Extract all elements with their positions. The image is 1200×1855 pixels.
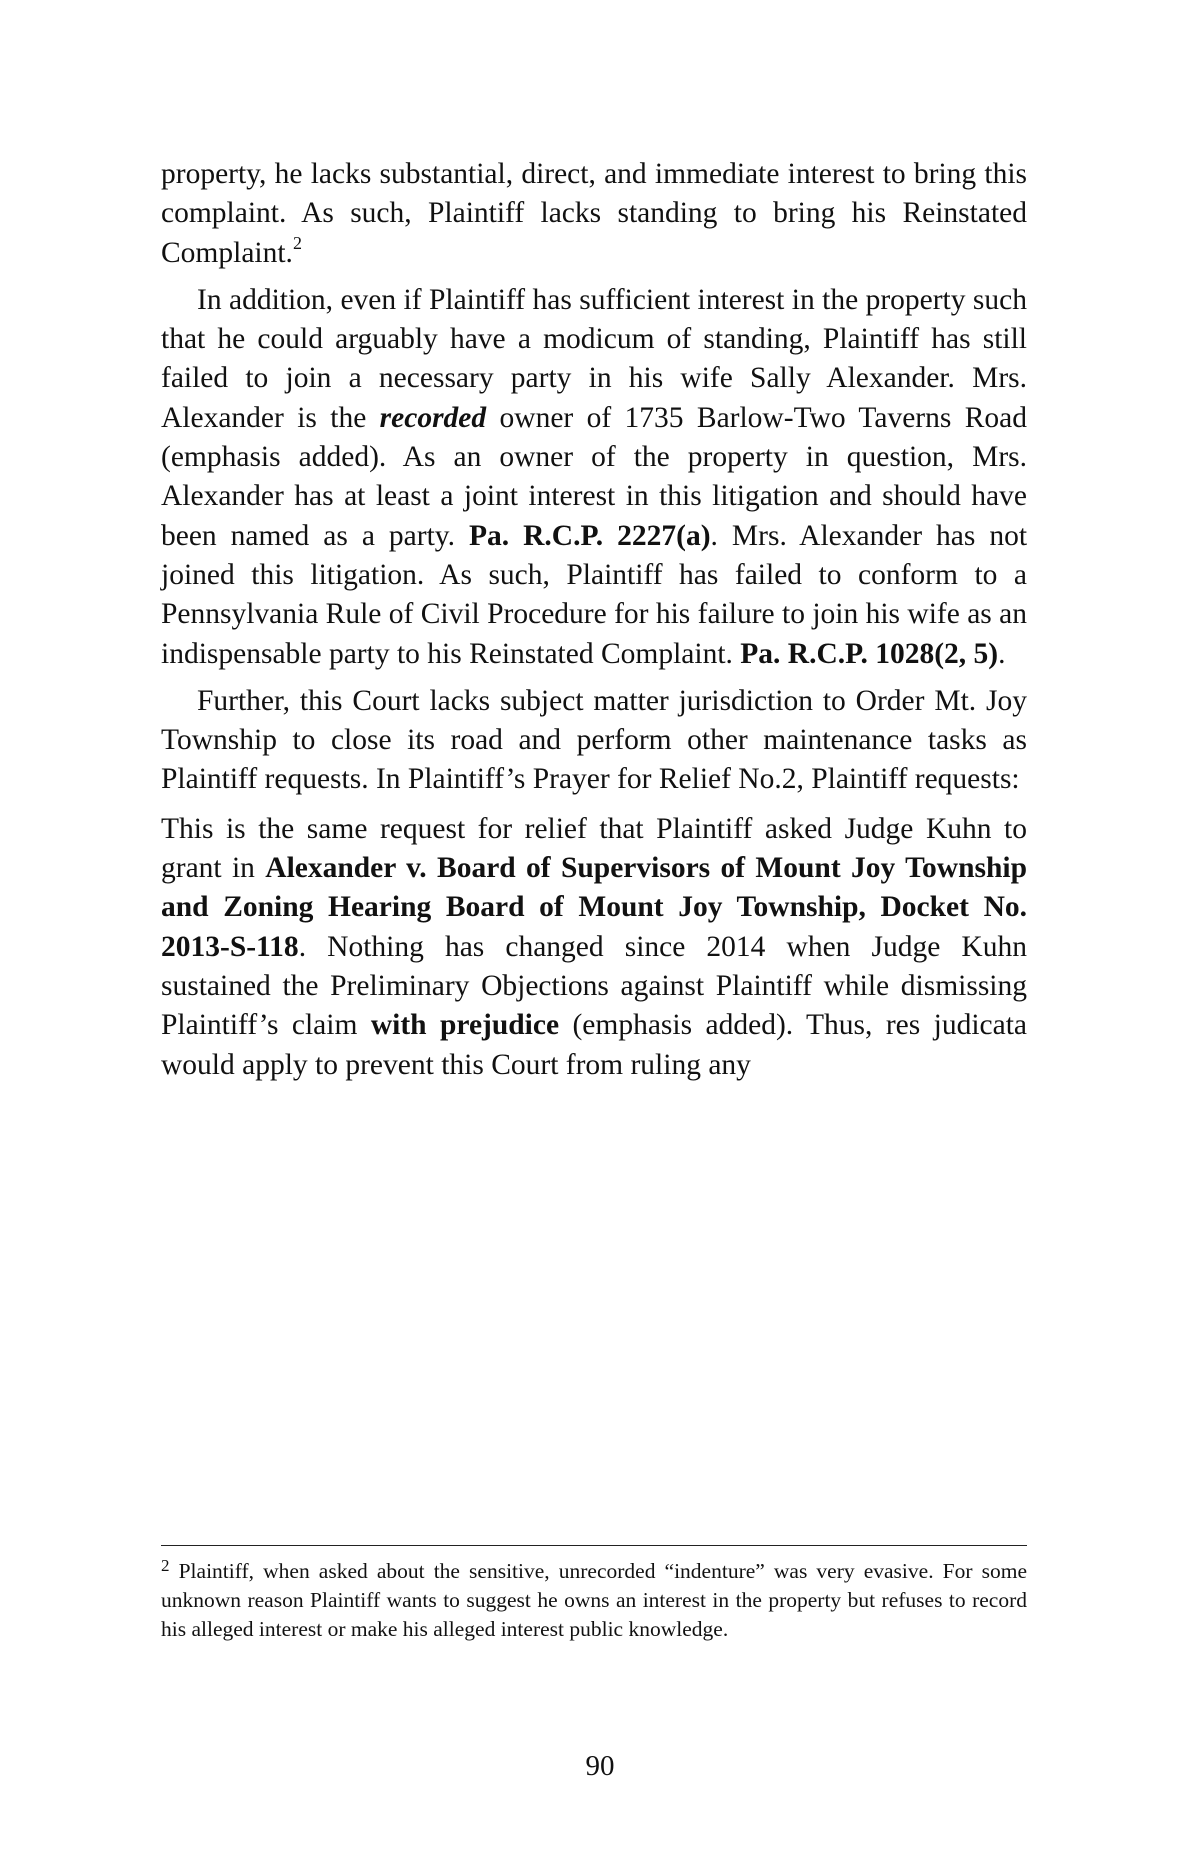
emphasis-recorded: recorded — [379, 401, 487, 434]
paragraph-standing — [161, 155, 1027, 273]
text-segment: In addition, even if Plaintiff has sufficient interest in the property such that he could arguably have a modicum of standing, Plaintiff has still failed to join a necessary party in his wife Sally Alexander. Mrs. Alexander is the — [161, 283, 1027, 434]
footnote-number: 2 — [161, 1556, 170, 1575]
footnote-text: Plaintiff, when asked about the sensitive, unrecorded “indenture” was very evasive. For some unknown reason Plaintiff wants to suggest he owns an interest in the property but refuses to record his alleged interest or make his alleged interest public knowledge. — [161, 1559, 1028, 1641]
text-segment: This is the same request for relief that Plaintiff asked Judge Kuhn to grant in — [161, 812, 1027, 885]
citation-rule-2227: Pa. R.C.P. 2227(a) — [468, 519, 711, 552]
text-segment: . Nothing has changed since 2014 when Judge Kuhn sustained the Preliminary Objections against Plaintiff while dismissing Plaintiff’s claim — [161, 930, 1027, 1042]
paragraph-standing-text: property, he lacks substantial, direct, and immediate interest to bring this complaint. As such, Plaintiff lacks standing to bring his Reinstated Complaint. — [161, 158, 1027, 269]
case-citation: Alexander v. Board of Supervisors of Mount Joy Township and Zoning Hearing Board of Mount Joy Township, Docket No. 2013-S-118 — [161, 852, 1027, 963]
footnote-divider — [161, 1545, 1027, 1546]
page-number: 90 — [585, 1750, 615, 1782]
footnote-reference: 2 — [292, 232, 302, 253]
main-text — [161, 155, 1027, 1093]
paragraph-necessary-party — [161, 281, 1027, 674]
footnote — [161, 1557, 1027, 1644]
text-segment: . Mrs. Alexander has not joined this litigation. As such, Plaintiff has failed to conform to a Pennsylvania Rule of Civil Procedure for his failure to join his wife as an indispensable party to his Reinstated Complaint. — [161, 519, 1028, 670]
citation-rule-1028: Pa. R.C.P. 1028(2, 5) — [740, 637, 999, 670]
paragraph-jurisdiction: Further, this Court lacks subject matter jurisdiction to Order Mt. Joy Township to close its road and perform other maintenance tasks as Plaintiff requests. In Plaintiff’s Prayer for Relief No.2, Plaintiff requests: — [161, 684, 1027, 796]
text-segment: (emphasis added). Thus, res judicata would apply to prevent this Court from ruling any — [161, 1009, 1028, 1081]
text-segment: owner of 1735 Barlow-Two Taverns Road (emphasis added). As an owner of the property in question, Mrs. Alexander has at least a joint interest in this litigation and should have been named as a party. — [161, 401, 1027, 552]
emphasis-with-prejudice: with prejudice — [370, 1009, 560, 1042]
text-segment: . — [998, 637, 1006, 670]
paragraph-res-judicata — [161, 810, 1027, 1085]
